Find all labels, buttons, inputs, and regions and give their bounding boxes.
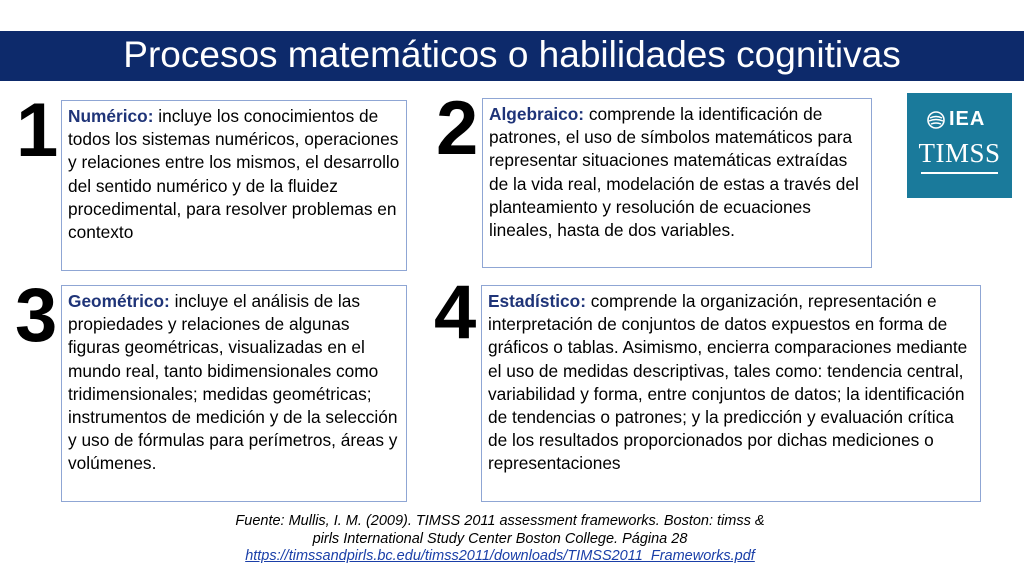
item-number-1: 1 [16,88,59,173]
item-number-2: 2 [436,86,479,171]
source-line-1: Fuente: Mullis, I. M. (2009). TIMSS 2011 assessment frameworks. Boston: timss & [235,513,765,529]
timss-logo [907,93,1012,198]
term-label: Algebraico: [489,104,585,124]
source-link[interactable]: https://timssandpirls.bc.edu/timss2011/downloads/TIMSS2011_Frameworks.pdf [245,548,755,564]
globe-icon [927,111,945,129]
term-label: Numérico: [68,106,154,126]
card-algebraico [482,98,872,268]
source-line-2: pirls International Study Center Boston College. Página 28 [312,530,688,547]
logo-iea-text: IEA [949,108,986,130]
logo-timss-text: TIMSS [918,138,1001,168]
card-geometrico [61,285,407,502]
source-citation [200,513,800,566]
term-label: Geométrico: [68,291,170,311]
card-estadistico [481,285,981,502]
card-numerico [61,100,407,271]
term-description: comprende la organización, representación e interpretación de conjuntos de datos expuestos en forma de gráficos o tablas. Asimismo, encierra comparaciones mediante el uso de medidas descriptivas, tales como: tendencia central, variabilidad y forma, entre conjuntos de datos; la identificación de tendencias o patrones; y la predicción y evaluación crítica de los resultados proporcionados por dichas mediciones o representaciones [488,291,968,474]
item-number-4: 4 [434,270,477,355]
term-description: comprende la identificación de patrones, el uso de símbolos matemáticos para representar situaciones matemáticas extraídas de la vida real, modelación de estas a través del planteamiento y resolución de ecuaciones lineales, hasta de dos variables. [489,104,859,241]
title-bar [0,31,1024,81]
term-description: incluye los conocimientos de todos los sistemas numéricos, operaciones y relaciones entre los mismos, el desarrollo del sentido numérico y de la fluidez procedimental, para resolver problemas en contexto [68,106,400,243]
term-label: Estadístico: [488,291,586,311]
term-description: incluye el análisis de las propiedades y relaciones de algunas figuras geométricas, visualizadas en el mundo real, tanto bidimensionales como tridimensionales; medidas geométricas; instrumentos de medición y de la selección y uso de fórmulas para perímetros, áreas y volúmenes. [68,291,398,474]
page-title: Procesos matemáticos o habilidades cognitivas [123,34,901,75]
logo-underline [921,172,998,174]
item-number-3: 3 [15,273,58,358]
